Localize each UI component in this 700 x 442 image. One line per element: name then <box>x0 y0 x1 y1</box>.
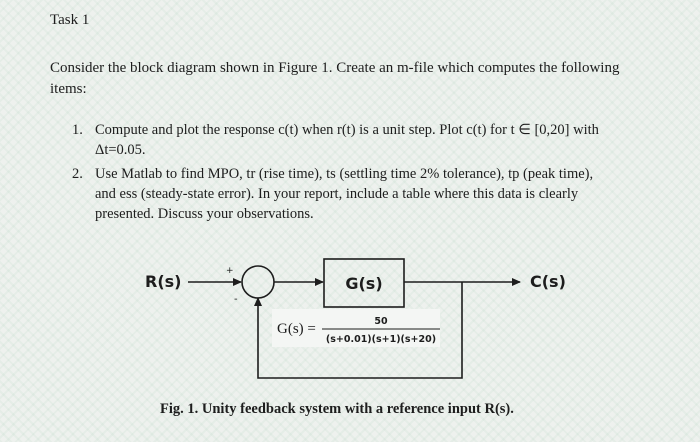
tf-numerator: 50 <box>374 316 388 327</box>
item-number: 2. <box>72 166 83 182</box>
output-label: C(s) <box>530 272 566 291</box>
block-label: G(s) <box>345 274 383 293</box>
item-line: and ess (steady-state error). In your report, include a table where this data is clearly <box>95 186 579 202</box>
input-label: R(s) <box>145 272 182 291</box>
summing-junction <box>242 266 274 298</box>
item-number: 1. <box>72 122 83 138</box>
item-line: presented. Discuss your observations. <box>95 206 314 222</box>
plus-sign: + <box>226 266 234 276</box>
item-line: Δt=0.05. <box>95 142 146 158</box>
figure-caption: Fig. 1. Unity feedback system with a reference input R(s). <box>160 401 514 417</box>
tf-lhs: G(s) = <box>277 321 316 337</box>
intro-paragraph: Consider the block diagram shown in Figure 1. Create an m-file which computes the following items: <box>50 60 620 97</box>
item-line: Compute and plot the response c(t) when r(t) is a unit step. Plot c(t) for t ∈ [0,20] with <box>95 122 599 138</box>
task-title: Task 1 <box>50 12 90 28</box>
minus-sign: - <box>234 294 238 305</box>
item-line: Use Matlab to find MPO, tr (rise time), ts (settling time 2% tolerance), tp (peak time), <box>95 166 594 182</box>
tf-denominator: (s+0.01)(s+1)(s+20) <box>325 334 437 345</box>
